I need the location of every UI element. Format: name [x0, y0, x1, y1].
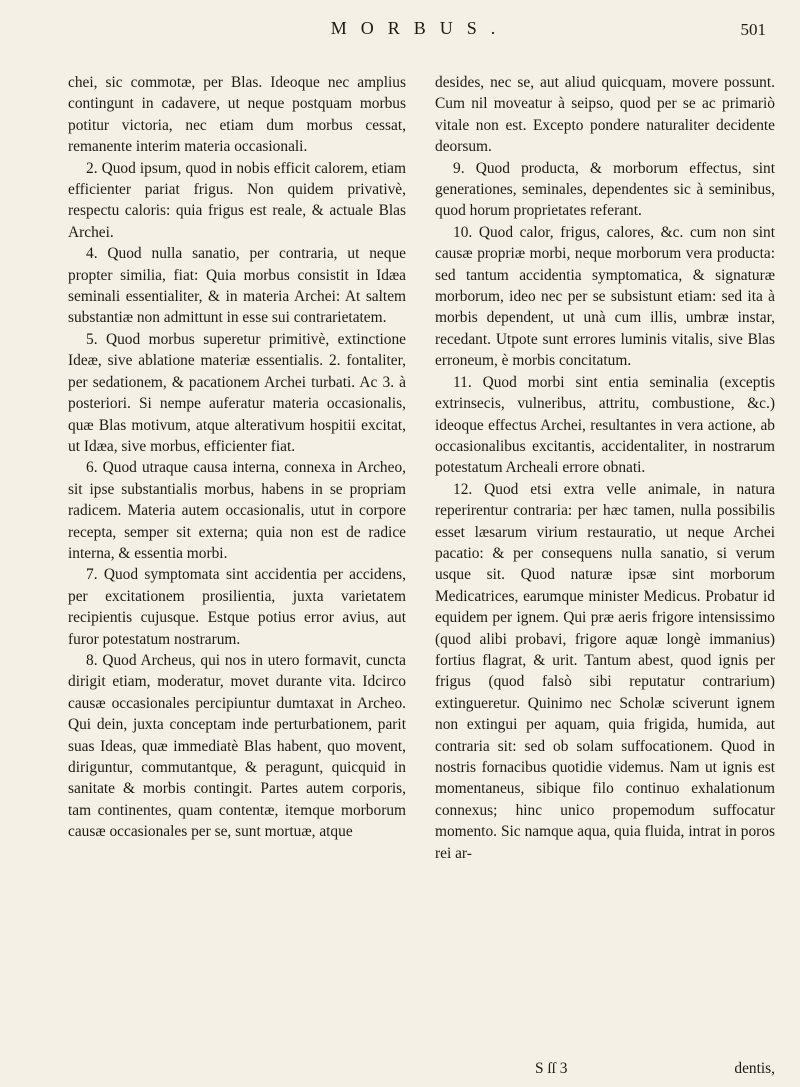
paragraph: 11. Quod morbi sint entia seminalia (exceptis extrinsecis, vulneribus, attritu, combustione, &c.) ideoque effectus Archei, resultantes in vera actione, ab occasionalibus excitantis, accidentaliter, in nostrarum potestatum Archeali errore obnati. [435, 373, 775, 477]
signature-mark: S ſſ 3 [535, 1060, 568, 1077]
paragraph: 9. Quod producta, & morborum effectus, sint generationes, seminales, dependentes sic à seminibus, quod horum proprietates referant. [435, 159, 775, 220]
catchword: dentis, [734, 1060, 775, 1077]
paragraph: 5. Quod morbus superetur primitivè, extinctione Ideæ, sive ablatione materiæ essentialis. 2. fontaliter, per sedationem, & pacationem Archei turbati. Ac 3. à posteriori. Si nempe auferatur materia occasionalis, quæ Blas motivum, atque alterativum hospitii excitat, ut Idæa, sive morbus, efficienter fiat. [68, 330, 406, 455]
paragraph: chei, sic commotæ, per Blas. Ideoque nec amplius contingunt in cadavere, ut neque postquam morbus potitur victoria, nec etiam dum morbus cessat, remanente interim materia occasionali. [68, 74, 406, 156]
paragraph: 12. Quod etsi extra velle animale, in natura reperirentur contraria: per hæc tamen, nulla possibilis esset læsarum virium restauratio, ut neque Archei pacatio: & per consequens nulla sanatio, si verum usque sit. Quod naturæ ipsæ sint morborum Medicatrices, earumque minister Medicus. Probatur id equidem per ignem. Qui præ aeris frigore intensissimo (quod alibi probavi, frigore aquæ longè immanius) fortius flagrat, & urit. Tantum abest, quod ignis per frigus (quod falsò sibi reputatur contrarium) extingueretur. Quinimo nec Scholæ sciverunt ignem non extingui per aquam, quia frigida, humida, aut contraria sit: sed ob solam suffocationem. Quod in nostris fornacibus quotidie videmus. Nam ut ignis est momentaneus, sibique filo continuo exhalationum connexus; hinc unico propemodum suffocatur momento. Sic namque aqua, quia fluida, intrat in poros rei ar- [435, 480, 775, 862]
paragraph: 6. Quod utraque causa interna, connexa in Archeo, sit ipse substantialis morbus, habens in se propriam radicem. Materia autem occasionalis, utut in corpore recepta, semper sit externa; quia non est de radice interna, & essentia morbi. [68, 459, 406, 562]
running-title: MORBUS. [330, 18, 510, 38]
page-footer [435, 1060, 775, 1080]
page-header [70, 12, 770, 52]
paragraph: 10. Quod calor, frigus, calores, &c. cum non sint causæ propriæ morbi, neque morborum vera producta: sed tantum accidentia symptomatica, & signaturæ morborum, ideo nec per se subsistunt etiam: sed ita à morbis dependent, ut unà cum illis, umbræ instar, recedant. Utpote sunt errores luminis vitalis, sive Blas erroneum, è morbis concitatum. [435, 223, 775, 370]
paragraph: 7. Quod symptomata sint accidentia per accidens, per excitationem prosilientia, juxta varietatem recipientis cujusque. Estque potius error avius, aut furor potestatum nostrarum. [68, 566, 406, 648]
right-column [435, 72, 775, 864]
paragraph: desides, nec se, aut aliud quicquam, movere possunt. Cum nil moveatur à seipso, quod per se ac primariò vitale non est. Excepto pondere naturaliter decidente deorsum. [435, 74, 775, 156]
paragraph: 8. Quod Archeus, qui nos in utero formavit, cuncta dirigit etiam, moderatur, movet durante vita. Idcirco causæ occasionales percipiuntur dumtaxat in Archeo. Qui dein, juxta conceptam inde perturbationem, parit suas Ideas, quæ immediatè Blas habent, quo movent, diriguntur, commutantque, & peragunt, quicquid in sanitate & morbis contingit. Partes autem corporis, tam continentes, quam contentæ, itemque morborum causæ occasionales per se, sunt mortuæ, atque [68, 651, 406, 841]
paragraph: 4. Quod nulla sanatio, per contraria, ut neque propter similia, fiat: Quia morbus consistit in Idæa seminali essentialiter, & in materia Archei: At saltem substantiæ non admittunt in esse sui contrarietatem. [68, 245, 406, 327]
paragraph: 2. Quod ipsum, quod in nobis efficit calorem, etiam efficienter pariat frigus. Non quidem privativè, respectu caloris: quia frigus est reale, & actuale Blas Archei. [68, 159, 406, 241]
left-column [68, 72, 406, 843]
page-number: 501 [740, 20, 766, 39]
